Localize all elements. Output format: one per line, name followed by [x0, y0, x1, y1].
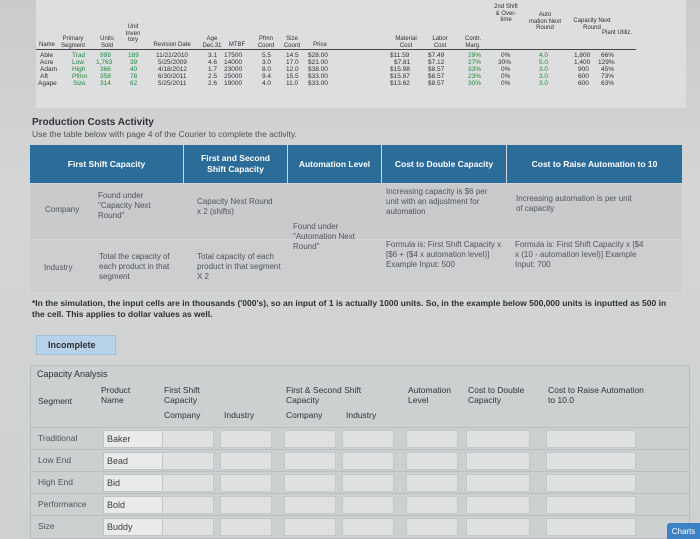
header-unit-inventory: Unit Inven tory	[125, 24, 141, 43]
header-material-cost: Material Cost	[395, 36, 417, 49]
industry-first-shift: Total the capacity of each product in that segment	[99, 252, 170, 281]
automation-level-input[interactable]	[406, 474, 458, 492]
header-automation: Automation Level	[408, 385, 451, 405]
company-label: Company	[45, 205, 80, 214]
courier-report	[36, 0, 686, 108]
header-plant-utiliz: Plant Utiliz.	[602, 30, 633, 36]
row-pfmn: 4.0	[262, 80, 272, 87]
row-util: 63%	[601, 80, 615, 87]
row-cap: 1,800	[574, 52, 591, 59]
row-segment: Trad	[72, 52, 86, 59]
row-segment: Pfmn	[72, 73, 88, 80]
row-revision: 5/25/2011	[158, 80, 187, 87]
activity-instructions: Use the table below with page 4 of the Courier to complete the activity.	[32, 129, 297, 139]
first-shift-company-input[interactable]	[162, 496, 214, 514]
row-util: 129%	[598, 59, 615, 66]
row-auto: 4.0	[539, 52, 549, 59]
row-segment: Size	[73, 80, 86, 87]
row-revision: 5/25/2009	[158, 59, 187, 66]
capacity-title: Capacity Analysis	[37, 369, 108, 379]
row-name: Acre	[40, 59, 54, 66]
row-material: $11.59	[390, 52, 410, 59]
row-name: Adam	[40, 66, 57, 73]
col-first-second-shift: First and Second Shift Capacity	[184, 145, 287, 183]
row-util: 45%	[601, 66, 615, 73]
automation-level-input[interactable]	[406, 496, 458, 514]
first-second-company-input[interactable]	[284, 430, 336, 448]
first-shift-industry-input[interactable]	[220, 430, 272, 448]
row-util: 66%	[601, 52, 615, 59]
row-inventory: 189	[128, 52, 139, 59]
row-material: $15.87	[390, 73, 410, 80]
cost-double-input[interactable]	[466, 496, 530, 514]
first-shift-company-input[interactable]	[162, 430, 214, 448]
first-shift-industry-input[interactable]	[220, 452, 272, 470]
row-contr: 30%	[468, 80, 482, 87]
row-pfmn: 3.0	[262, 59, 272, 66]
row-shift: 0%	[501, 66, 511, 73]
first-second-industry-input[interactable]	[342, 430, 394, 448]
header-product-name: Product Name	[101, 385, 131, 405]
header-first-shift: First Shift Capacity	[164, 385, 200, 405]
row-material: $13.62	[390, 80, 410, 87]
row-sold: 358	[100, 73, 111, 80]
capacity-row-traditional	[30, 427, 690, 449]
activity-title: Production Costs Activity	[32, 117, 154, 128]
row-shift: 0%	[501, 80, 511, 87]
row-auto: 3.0	[539, 66, 549, 73]
capacity-row-size	[30, 515, 690, 537]
header-contr-marg: Contr. Marg.	[464, 36, 481, 49]
header-name: Name	[38, 42, 55, 48]
company-first-second: Capacity Next Round x 2 (shifts)	[197, 197, 273, 216]
automation-level-input[interactable]	[406, 430, 458, 448]
first-shift-industry-input[interactable]	[220, 496, 272, 514]
cost-raise-input[interactable]	[546, 518, 636, 536]
row-shift: 0%	[501, 52, 511, 59]
header-automation-next-round: Auto mation Next Round	[529, 12, 562, 31]
row-sold: 366	[100, 66, 111, 73]
segment-label: High End	[38, 477, 73, 487]
capacity-row-performance	[30, 493, 690, 515]
row-inventory: 78	[130, 73, 138, 80]
header-pfmn-coord: Pfmn Coord	[257, 36, 275, 49]
row-revision: 6/30/2011	[158, 73, 187, 80]
row-sold: 999	[100, 52, 111, 59]
header-industry-1: Industry	[224, 410, 255, 420]
cost-raise-input[interactable]	[546, 496, 636, 514]
row-cap: 600	[578, 80, 589, 87]
product-name-field: Bid	[103, 474, 169, 492]
row-revision: 11/21/2010	[156, 52, 189, 59]
row-name: Able	[40, 52, 54, 59]
row-pfmn: 5.5	[262, 52, 272, 59]
header-mtbf: MTBF	[228, 42, 246, 48]
header-cost-raise: Cost to Raise Automation to 10.0	[548, 385, 644, 405]
row-labor: $8.57	[428, 80, 445, 87]
product-name-field: Bold	[103, 496, 169, 514]
row-auto: 5.0	[539, 59, 549, 66]
row-price: $33.00	[308, 80, 328, 87]
row-labor: $7.12	[428, 59, 445, 66]
row-shift: 30%	[498, 59, 512, 66]
row-labor: $8.57	[428, 66, 445, 73]
header-cost-double: Cost to Double Capacity	[468, 385, 525, 405]
segment-label: Low End	[38, 455, 72, 465]
cost-raise-input[interactable]	[546, 474, 636, 492]
row-util: 73%	[601, 73, 615, 80]
row-name: Agape	[38, 80, 57, 87]
row-age: 2.5	[208, 73, 218, 80]
row-price: $21.00	[308, 59, 328, 66]
header-size-coord: Size Coord	[283, 36, 301, 49]
cost-raise-input[interactable]	[546, 452, 636, 470]
segment-label: Size	[38, 521, 55, 531]
col-cost-double: Cost to Double Capacity	[382, 145, 506, 183]
header-revision-date: Revision Date	[153, 42, 191, 48]
col-automation-level: Automation Level	[288, 145, 381, 183]
header-labor-cost: Labor Cost	[432, 36, 448, 49]
input-units-note: *In the simulation, the input cells are in thousands ('000's), so an input of 1 is actually 1000 units. So, in the example below 500,000 units is inputted as 500 in the cell. This applies to dollar values as well.	[32, 298, 667, 319]
first-second-industry-input[interactable]	[342, 474, 394, 492]
header-price: Price	[313, 42, 327, 48]
row-sold: 314	[100, 80, 111, 87]
row-revision: 4/18/2012	[158, 66, 187, 73]
row-age: 1.7	[208, 66, 218, 73]
col-first-shift-capacity: First Shift Capacity	[30, 145, 183, 183]
row-material: $15.98	[390, 66, 410, 73]
row-mtbf: 14000	[224, 59, 243, 66]
row-cap: 1,400	[574, 59, 591, 66]
row-name: Aft	[40, 73, 48, 80]
first-second-company-input[interactable]	[284, 474, 336, 492]
row-sold: 1,763	[96, 59, 113, 66]
row-segment: Low	[72, 59, 84, 66]
row-size: 15.5	[286, 73, 299, 80]
cost-double-input[interactable]	[466, 452, 530, 470]
first-second-company-input[interactable]	[284, 496, 336, 514]
first-second-industry-input[interactable]	[342, 452, 394, 470]
row-pfmn: 9.4	[262, 73, 272, 80]
header-industry-2: Industry	[346, 410, 377, 420]
first-shift-company-input[interactable]	[162, 452, 214, 470]
row-auto: 3.0	[539, 73, 549, 80]
row-size: 17.0	[286, 59, 299, 66]
capacity-row-high-end	[30, 471, 690, 493]
row-labor: $8.57	[428, 73, 445, 80]
row-contr: 29%	[468, 52, 482, 59]
company-cost-raise: Increasing automation is per unit of capacity	[516, 194, 632, 213]
header-first-second: First & Second Shift Capacity	[286, 385, 362, 405]
industry-cost-raise: Formula is: First Shift Capacity x [$4 x (10 - automation level)] Example Input: 700	[515, 240, 644, 269]
row-size: 14.5	[286, 52, 299, 59]
row-price: $28.00	[308, 52, 328, 59]
first-shift-industry-input[interactable]	[220, 474, 272, 492]
row-mtbf: 17500	[224, 52, 243, 59]
header-company-2: Company	[286, 410, 323, 420]
header-primary-segment: Primary Segment	[60, 36, 85, 49]
row-inventory: 62	[130, 80, 138, 87]
row-auto: 3.0	[539, 80, 549, 87]
row-pfmn: 8.0	[262, 66, 272, 73]
company-first-shift: Found under "Capacity Next Round"	[98, 191, 151, 220]
row-shift: 0%	[501, 73, 511, 80]
row-inventory: 39	[130, 59, 138, 66]
first-shift-company-input[interactable]	[162, 474, 214, 492]
row-age: 3.1	[208, 52, 218, 59]
row-labor: $7.49	[428, 52, 445, 59]
automation-level-input[interactable]	[406, 452, 458, 470]
first-shift-industry-input[interactable]	[220, 518, 272, 536]
row-size: 11.0	[286, 80, 299, 87]
cost-raise-input[interactable]	[546, 430, 636, 448]
industry-cost-double: Formula is: First Shift Capacity x [$6 + ($4 x automation level)] Example Input: 500	[386, 240, 502, 269]
row-size: 12.0	[286, 66, 299, 73]
row-cap: 900	[578, 66, 589, 73]
header-age: Age Dec.31	[202, 36, 222, 49]
industry-label: Industry	[44, 263, 73, 272]
product-name-field: Baker	[103, 430, 169, 448]
row-mtbf: 23000	[224, 66, 243, 73]
first-second-company-input[interactable]	[284, 518, 336, 536]
row-price: $38.00	[308, 66, 328, 73]
row-inventory: 40	[130, 66, 138, 73]
row-segment: High	[72, 66, 86, 73]
charts-button[interactable]: Charts	[667, 523, 700, 539]
header-units-sold: Units Sold	[100, 36, 114, 49]
row-age: 2.6	[208, 80, 218, 87]
status-badge: Incomplete	[36, 335, 116, 355]
cost-double-input[interactable]	[466, 518, 530, 536]
row-material: $7.81	[394, 59, 411, 66]
header-company-1: Company	[164, 410, 201, 420]
industry-first-second: Total capacity of each product in that segment X 2	[197, 252, 281, 281]
first-second-company-input[interactable]	[284, 452, 336, 470]
row-mtbf: 19000	[224, 80, 243, 87]
product-name-field: Buddy	[103, 518, 169, 536]
first-second-industry-input[interactable]	[342, 496, 394, 514]
row-mtbf: 25000	[224, 73, 243, 80]
col-cost-raise: Cost to Raise Automation to 10	[507, 145, 682, 183]
automation-level-input[interactable]	[406, 518, 458, 536]
automation-note: Found under "Automation Next Round"	[293, 222, 355, 251]
first-second-industry-input[interactable]	[342, 518, 394, 536]
header-segment: Segment	[38, 396, 73, 406]
header-second-shift: 2nd Shift & Over-time	[494, 4, 518, 23]
company-cost-double: Increasing capacity is $6 per unit with an adjustment for automation	[386, 187, 488, 216]
row-age: 4.6	[208, 59, 218, 66]
cost-double-input[interactable]	[466, 430, 530, 448]
header-capacity-next-round: Capacity Next Round	[573, 18, 611, 31]
cost-double-input[interactable]	[466, 474, 530, 492]
segment-label: Traditional	[38, 433, 78, 443]
segment-label: Performance	[38, 499, 87, 509]
row-cap: 600	[578, 73, 589, 80]
row-price: $33.00	[308, 73, 328, 80]
row-contr: 23%	[468, 73, 482, 80]
row-contr: 33%	[468, 66, 482, 73]
product-name-field: Bead	[103, 452, 169, 470]
row-contr: 27%	[468, 59, 482, 66]
capacity-row-low-end	[30, 449, 690, 471]
header-underline	[36, 49, 636, 50]
first-shift-company-input[interactable]	[162, 518, 214, 536]
